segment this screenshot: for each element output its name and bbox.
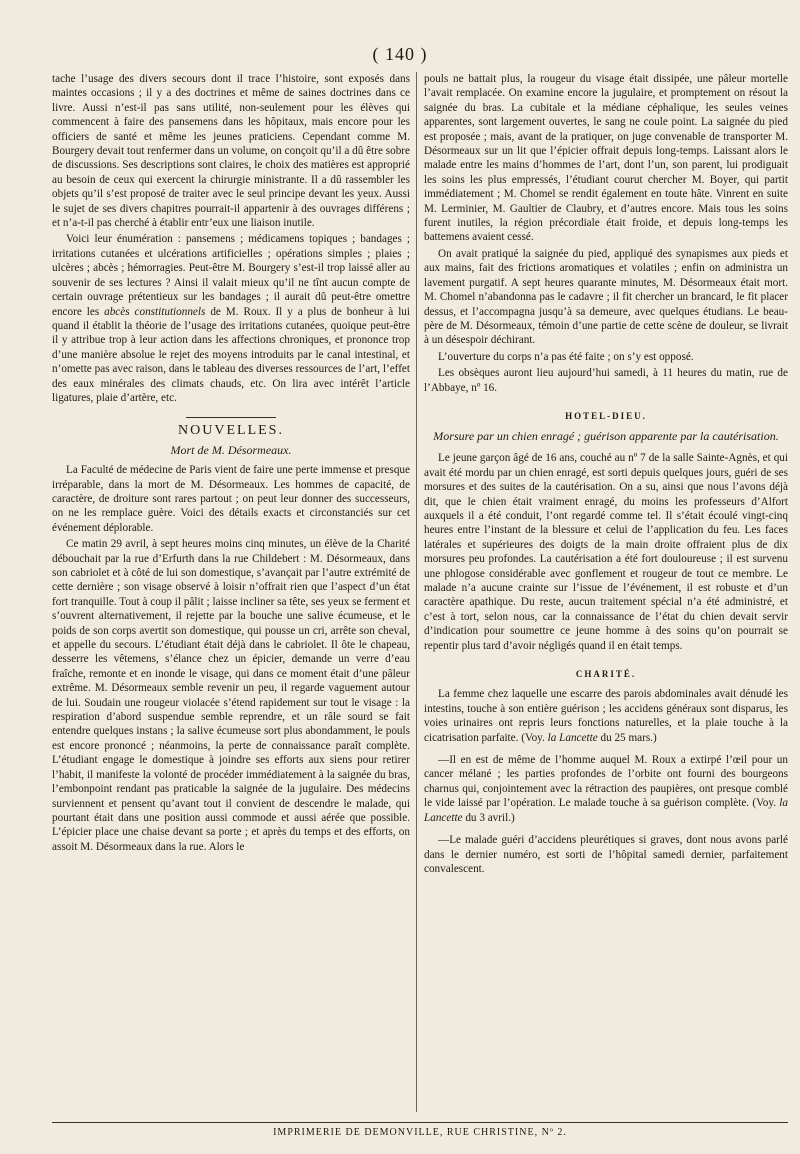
paragraph: Les obsèques auront lieu aujourd’hui samedi, à 11 heures du matin, rue de l’Abbaye, nº 16.: [424, 367, 788, 394]
paragraph: Voici leur énumération : pansemens ; médicamens topiques ; bandages ; irritations cutanées et ulcérations artificielles ; opérations simples ; plaies ; ulcères ; abcès ; hémorragies. Peut-être M. Bourgery s’est-il trop laissé aller au souvenir de ses lectures ? Ainsi il valait mieux qu’il ne tînt aucun compte de certain ouvrage prétentieux sur les bandages ; il aurait dû peut-être omettre encore les abcès constitutionnels de M. Roux. Il y a plus de bonheur à lui quand il établit la théorie de l’usage des irritations cutanées, quoique peut-être il y attribue trop à leur action dans les affections chroniques, et prononce trop d’une manière absolue le rejet des moyens introduits par le canal intestinal, et n’omette pas avec raison, dans le tableau des diverses ressources de l’art, l’effet des eaux minérales des climats chauds, etc. On lira avec intérêt l’article ligatures, plaie d’artère, etc.: [52, 233, 411, 404]
paragraph: pouls ne battait plus, la rougeur du visage était dissipée, une pâleur mortelle l’avait remplacée. On examine encore la jugulaire, et promptement on résout la saignée du bras. La cubitale et la médiane céphalique, les seules veines apparentes, sont largement ouvertes, le sang ne coule point. La saignée du pied est proposée ; mais, avant de la pratiquer, on juge convenable de transporter M. Désormeaux sur un lit que l’épicier offrait depuis long-temps. Laissant alors le malade entre les mains d’hommes de l’art, dont l’un, son parent, lui prodiguait les soins les plus empressés, l’étudiant courut chercher M. Boyer, qui partit immédiatement ; M. Chomel se rendit également en toute hâte. Vinrent en suite M. Lerminier, M. Gaultier de Claubry, et d’autres encore. Mais tous les soins furent inutiles, la région précordiale était froide, et depuis long-temps les battemens avaient cessé.: [424, 73, 788, 244]
paragraph: Ce matin 29 avril, à sept heures moins cinq minutes, un élève de la Charité débouchait par la rue d’Erfurth dans la rue Childebert : M. Désormeaux, dans son cabriolet et à côté de lui son domestique, s’avançait par l’autre extrémité de cette dernière ; son visage observé à loisir n’offrait rien que l’aspect d’un état fort tranquille. Tout à coup il pâlit ; laisse incliner sa tête, ses yeux se ferment et s’ouvrent alternativement, il rejette par la bouche une salive écumeuse, et le poids de son corps avertit son domestique, qui pousse un cri, arrête son cheval, et appelle du secours. L’étudiant était déjà dans le cabriolet. Il ôte le chapeau, desserre les vêtemens, s’élance chez un épicier, demande un verre d’eau fraîche, remonte et en inonde le visage, qui dans ce moment était d’une pâleur extrême. M. Désormeaux semble revenir un peu, il regarde vaguement autour de lui. Soudain une rougeur violacée s’étend rapidement sur tout le visage : la respiration d’abord suspendue semble reprendre, et un râle sourd se fait entendre quelques instans ; la salive écumeuse sort plus abondamment, le pouls est encore prononcé ; néanmoins, la perte de connaissance paraît complète. L’étudiant engage le domestique à joindre ses efforts aux siens pour retirer l’habit, il manifeste la volonté de procéder immédiatement à la saignée du bras, l’embonpoint rendant pas praticable la saignée de la jugulaire. Des médecins surviennent et pensent qu’avant tout il convient de descendre le malade, qui pourtant était dans une position aussi commode et aussi aérée que possible. L’épicier place une chaise devant sa porte ; et après du temps et des efforts, on assoit M. Désormeaux dans la rue. Alors le: [52, 538, 410, 853]
article-title: Mort de M. Désormeaux.: [170, 442, 292, 457]
page-number: ( 140 ): [372, 44, 428, 64]
column-divider: [416, 72, 417, 1112]
italic-text: la Lancette: [547, 731, 598, 744]
section-title: NOUVELLES.: [178, 423, 284, 439]
footer-rule: [52, 1122, 788, 1123]
paragraph: La femme chez laquelle une escarre des parois abdominales avait dénudé les intestins, touche à son entière guérison ; les accidens généraux sont disparus, les voies urinaires ont repris leurs fonctions naturelles, et la plaie touche à la cicatrisation parfaite. (Voy. la Lancette du 25 mars.): [424, 688, 788, 744]
paragraph: Le jeune garçon âgé de 16 ans, couché au nº 7 de la salle Sainte-Agnès, et qui avait été mordu par un chien enragé, est sorti depuis quelques jours, guéri de ses morsures et des suites de la cautérisation. On a su, ainsi que nous l’avons déjà dit, que le chien était vraiment enragé, du moins les professeurs d’Alfort auxquels il a été conduit, l’ont regardé comme tel. Il s’était écoulé vingt-cinq heures entre l’instant de la blessure et celui de l’application du feu. Les faces latérales et supérieures des doigts de la main droite offraient plus de dix morsures peu profondes. La cautérisation a été fort douloureuse ; il est survenu une phlogose considérable avec gonflement et rougeur de tout ce membre. Le malade n’a aucune crainte sur l’issue de l’événement, il est robuste et d’un caractère apathique. Du reste, aucun traitement spécial n’a été administré, et c’est à tort, selon nous, car la connaissance de l’état du chien devait servir d’indication pour soumettre ce jeune homme à des soins qu’on pourrait se repentir plus tard d’avoir négligés quand il en était temps.: [424, 452, 788, 652]
italic-text: abcès constitutionnels: [104, 305, 206, 318]
rubric-title: Morsure par un chien enragé ; guérison apparente par la cautérisation.: [433, 429, 779, 444]
italic-text: la Lancette: [424, 797, 788, 824]
printer-imprint: IMPRIMERIE DE DEMONVILLE, RUE CHRISTINE, Nº 2.: [273, 1127, 567, 1138]
rubric-heading: CHARITÉ.: [575, 669, 637, 680]
ornament-divider: [52, 411, 410, 412]
paragraph: —Le malade guéri d’accidens pleurétiques si graves, dont nous avons parlé dans le dernier numéro, est sorti de l’hôpital samedi dernier, parfaitement convalescent.: [424, 834, 788, 875]
right-column: [424, 72, 788, 878]
paragraph: La Faculté de médecine de Paris vient de faire une perte immense et presque irréparable, dans la mort de M. Désormeaux. Les hommes de capacité, de caractère, de droiture sont rares partout ; on peut leur donner des successeurs, on ne les remplace guère. Voici des détails exacts et circonstanciés sur cet événement déplorable.: [52, 464, 410, 534]
paragraph: On avait pratiqué la saignée du pied, appliqué des synapismes aux pieds et aux mains, fait des frictions aromatiques et volatiles ; enfin on administra un lavement purgatif. A sept heures quarante minutes, M. Désormeaux était mort. M. Chomel n’abandonna pas le cadavre ; il fit chercher un brancard, le fit placer dessus, et l’accompagna jusqu’à sa demeure, avec quelques étudians. Le beau-père de M. Désormeaux, témoin d’une partie de cette scène de douleur, se livrait à un désespoir déchirant.: [424, 247, 788, 347]
paragraph: tache l’usage des divers secours dont il trace l’histoire, sont exposés dans maintes occasions ; il y a des doctrines et même de saines doctrines dans ce livre. Aussi n’est-il pas sans utilité, non-seulement pour les élèves qui commencent à faire des pansemens dans les hôpitaux, mais encore pour les officiers de santé et même les jeunes praticiens. Cependant comme M. Bourgery devait tout renfermer dans un volume, on conçoit qu’il a dû être sobre de discussions. Ses descriptions sont claires, le choix des matières est approprié au besoin de ceux qui exercent la chirurgie ministrante. Il a dû rassembler les objets qu’il s’est proposé de traiter avec le seul principe devant les yeux. Aussi le sujet de ses divers chapitres pourrait-il appartenir à des ouvrages différens ; et n’a-t-il pas cherché à établir entr’eux une liaison inutile.: [52, 73, 410, 230]
paragraph: —Il en est de même de l’homme auquel M. Roux a extirpé l’œil pour un cancer mélané ; les parties profondes de l’orbite ont fourni des bourgeons charnus qui, conjointement avec la rétraction des paupières, ont presque comblé le vide laissé par l’opération. Le malade touche à sa guérison complète. (Voy. la Lancette du 3 avril.): [424, 754, 788, 824]
rubric-heading: HOTEL-DIEU.: [565, 410, 647, 421]
left-column: [52, 72, 410, 856]
paragraph: L’ouverture du corps n’a pas été faite ; on s’y est opposé.: [438, 350, 694, 363]
footer: [52, 1127, 788, 1138]
